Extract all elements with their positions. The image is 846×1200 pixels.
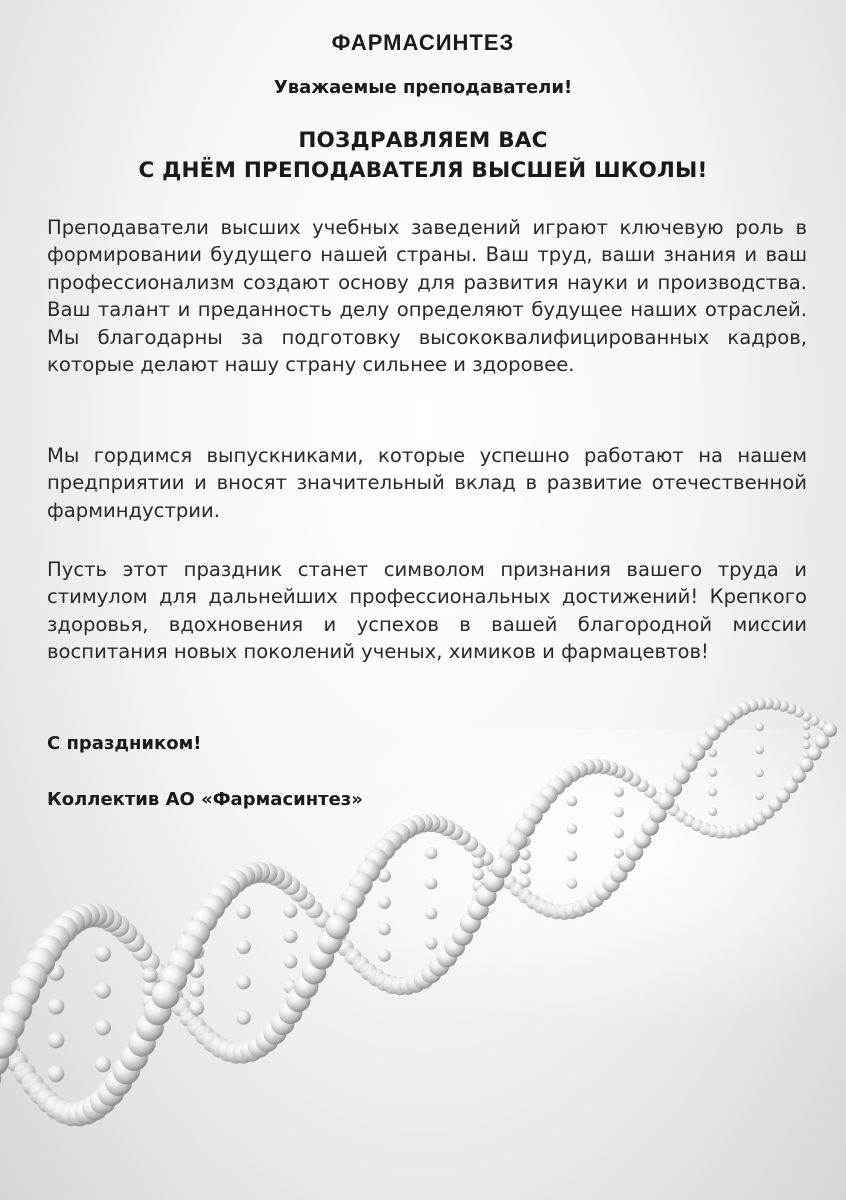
dna-bead bbox=[236, 905, 250, 919]
dna-bead bbox=[755, 769, 764, 778]
dna-bead bbox=[567, 796, 578, 807]
dna-bead bbox=[472, 857, 484, 869]
dna-bead bbox=[425, 847, 437, 859]
letter-headline bbox=[0, 126, 846, 186]
dna-bead bbox=[803, 722, 811, 730]
dna-bead bbox=[708, 768, 717, 777]
dna-bead bbox=[567, 823, 578, 834]
dna-bead bbox=[614, 807, 624, 817]
paragraph-2: Мы гордимся выпускниками, которые успешно работают на нашем предприятии и вносят значительный вклад в развитие отечественной фарминдустрии. bbox=[47, 444, 807, 522]
dna-bead bbox=[755, 792, 764, 801]
headline-line-2: С ДНЁМ ПРЕПОДАВАТЕЛЯ ВЫСШЕЙ ШКОЛЫ! bbox=[138, 158, 708, 183]
dna-bead bbox=[520, 877, 531, 888]
dna-bead bbox=[807, 746, 821, 760]
brand-logo: ФАРМАСИНТЕЗ bbox=[331, 30, 515, 55]
dna-bead bbox=[95, 946, 111, 962]
dna-bead bbox=[95, 1019, 111, 1035]
paragraph-1: Преподаватели высших учебных заведений играют ключевую роль в формировании будущего нашей страны. Ваш труд, ваши знания и ваш профессионализм создают основу для развития науки и производства. Ваш талант и преданность делу определяют будущее наших отраслей. Мы благодарны за подготовку высококвалифицированных кадров, которые делают нашу страну сильнее и здоровее. bbox=[47, 216, 807, 377]
dna-bead bbox=[236, 975, 250, 989]
headline-line-1: ПОЗДРАВЛЯЕМ ВАС bbox=[298, 128, 548, 153]
dna-bead bbox=[491, 857, 512, 878]
closing-wish: С праздником! bbox=[47, 733, 202, 754]
dna-bead bbox=[284, 904, 298, 918]
dna-bead bbox=[425, 937, 437, 949]
dna-bead bbox=[378, 896, 391, 909]
paragraph-3: Пусть этот праздник станет символом признания вашего труда и стимулом для дальнейших профессиональных достижений! Крепкого здоровья, вдохновения и успехов в вашей благородной миссии воспитания новых поколений ученых, химиков и фармацевтов! bbox=[47, 558, 807, 664]
dna-bead bbox=[425, 877, 437, 889]
dna-bead bbox=[823, 723, 837, 737]
dna-bead bbox=[567, 851, 578, 862]
dna-bead bbox=[236, 1010, 250, 1024]
dna-bead bbox=[803, 741, 811, 749]
dna-bead bbox=[95, 983, 111, 999]
dna-bead bbox=[708, 787, 717, 796]
dna-bead bbox=[755, 746, 764, 755]
dna-bead bbox=[48, 1066, 65, 1083]
dna-bead bbox=[189, 982, 204, 997]
dna-bead bbox=[472, 869, 484, 881]
dna-bead bbox=[142, 967, 158, 983]
dna-bead bbox=[657, 792, 674, 809]
dna-bead bbox=[815, 735, 829, 749]
dna-bead bbox=[95, 1056, 111, 1072]
signature: Коллектив АО «Фармасинтез» bbox=[47, 789, 363, 810]
letter-greeting: Уважаемые преподаватели! bbox=[273, 77, 573, 98]
dna-helix-illustration bbox=[0, 690, 846, 1200]
dna-bead bbox=[378, 923, 391, 936]
dna-bead bbox=[708, 807, 717, 816]
dna-bead bbox=[614, 787, 624, 797]
dna-bead bbox=[803, 732, 811, 740]
dna-bead bbox=[378, 949, 391, 962]
dna-bead bbox=[567, 878, 578, 889]
dna-bead bbox=[425, 907, 437, 919]
dna-bead bbox=[614, 828, 624, 838]
dna-bead bbox=[152, 981, 180, 1009]
dna-bead bbox=[236, 940, 250, 954]
dna-bead bbox=[520, 849, 531, 860]
dna-bead bbox=[189, 1001, 204, 1016]
dna-bead bbox=[284, 955, 298, 969]
dna-bead bbox=[284, 929, 298, 943]
dna-bead bbox=[799, 758, 813, 772]
dna-bead bbox=[48, 998, 65, 1015]
dna-bead bbox=[755, 723, 764, 732]
dna-bead bbox=[708, 748, 717, 757]
dna-bead bbox=[520, 863, 531, 874]
dna-bead bbox=[325, 915, 349, 939]
dna-bead bbox=[48, 1032, 65, 1049]
